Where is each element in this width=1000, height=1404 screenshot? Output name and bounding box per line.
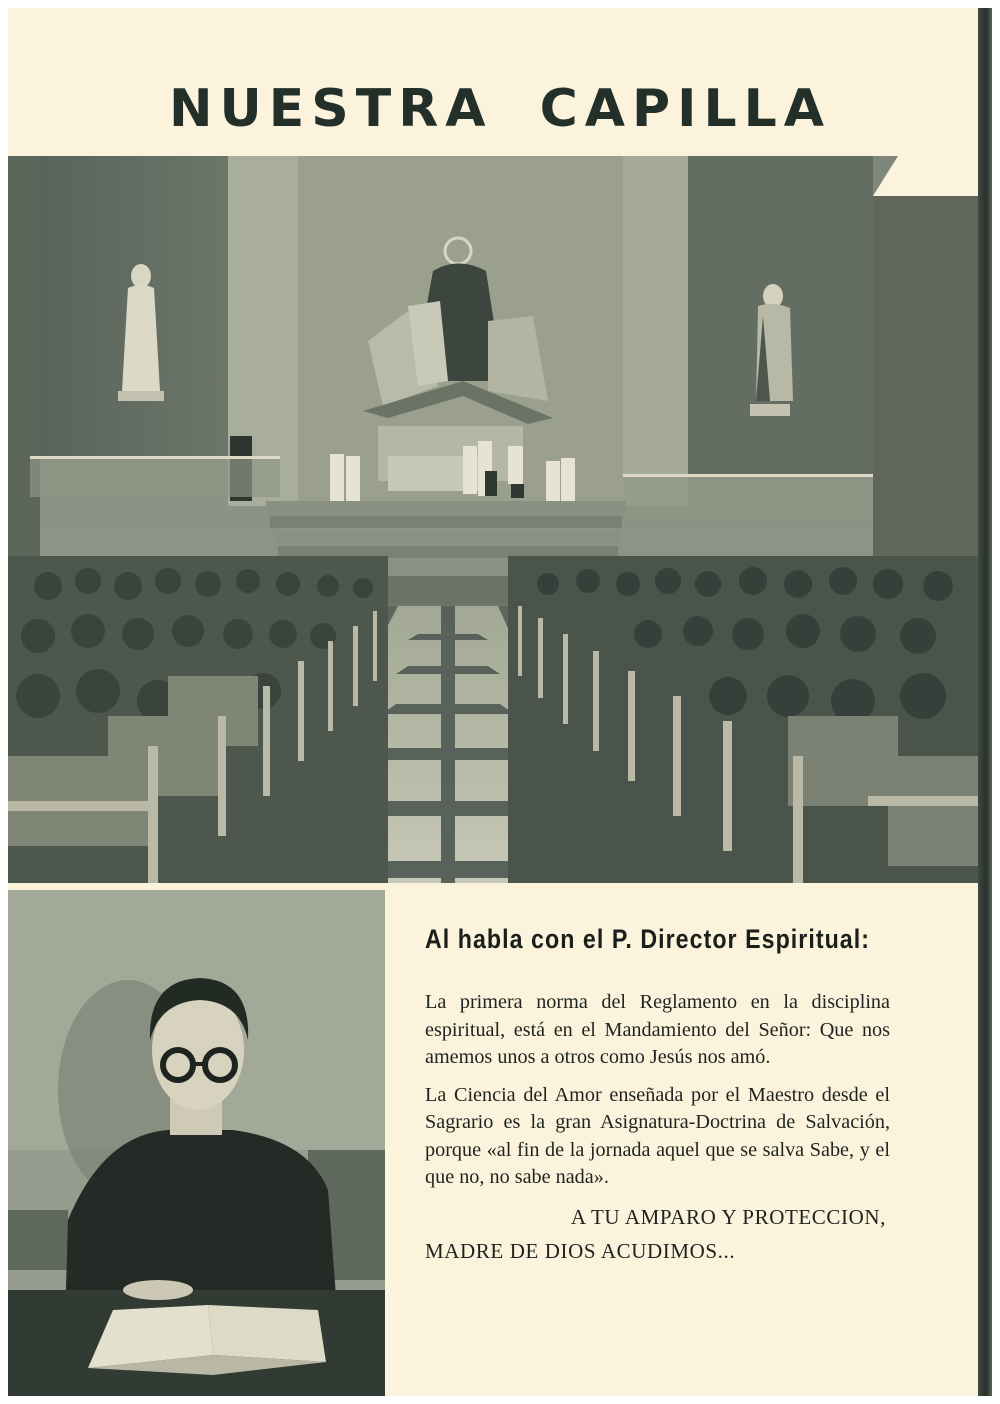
article xyxy=(425,924,890,1268)
chapel-photo-illustration xyxy=(8,156,978,883)
page-title: NUESTRA CAPILLA xyxy=(169,78,831,139)
article-heading: Al habla con el P. Director Espiritual: xyxy=(425,924,870,954)
article-paragraph-2: La Ciencia del Amor enseñada por el Maestro desde el Sagrario es la gran Asignatura-Doctrina de Salvación, porque «al fin de la jornada aquel que se salva Sabe, y el que no, no sabe nada». xyxy=(425,1083,890,1188)
article-paragraph-1: La primera norma del Reglamento en la disciplina espiritual, está en el Mandamiento del Señor: Que nos amemos unos a otros como Jesús nos amó. xyxy=(425,991,890,1068)
director-portrait-photo xyxy=(8,890,385,1396)
closing-line-1: A TU AMPARO Y PROTECCION, xyxy=(570,1204,886,1229)
facing-page-edge xyxy=(978,8,992,1396)
chapel-photo xyxy=(8,156,978,883)
closing-prayer xyxy=(425,1200,890,1268)
closing-line-2: MADRE DE DIOS ACUDIMOS... xyxy=(425,1238,736,1263)
portrait-illustration xyxy=(8,890,385,1396)
